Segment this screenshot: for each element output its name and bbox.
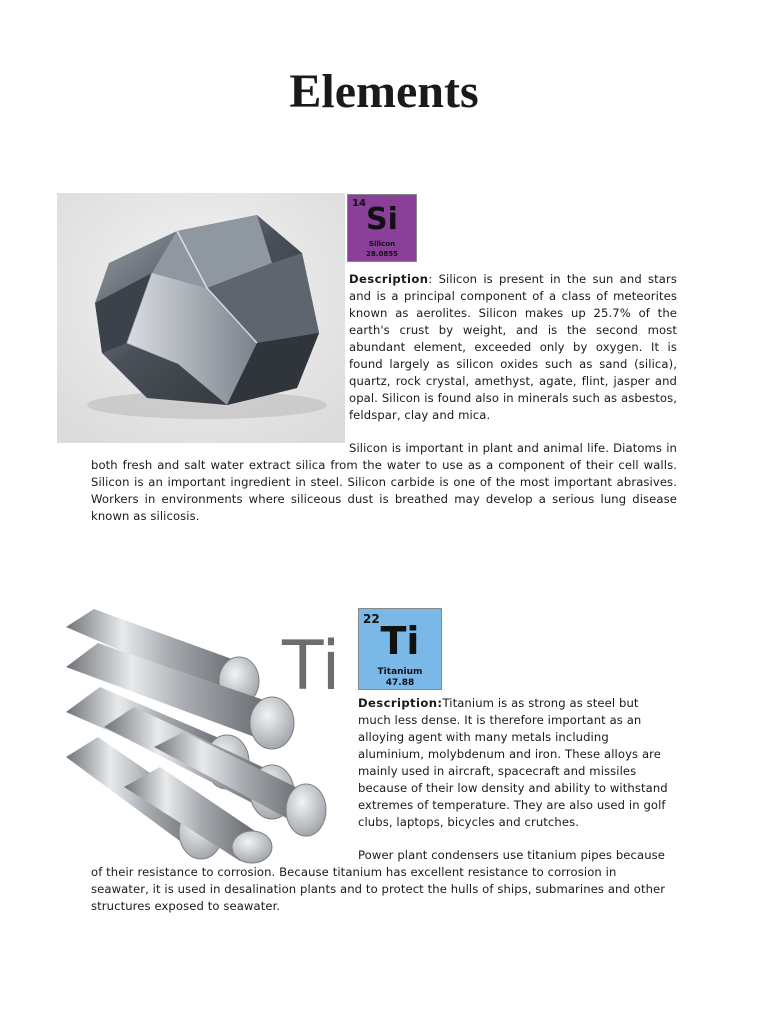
silicon-mass: 28.0855	[366, 250, 398, 258]
silicon-paragraph-text: Silicon is important in plant and animal life. Diatoms in both fresh and salt water extract silica from the water to use as a component of their cell walls. Silicon is an important ingredient in steel. Silicon carbide is one of the most important abrasives. Workers in environments where siliceous dust is breathed may develop a serious lung disease known as silicosis.	[91, 441, 677, 523]
titanium-element-tile	[358, 608, 442, 690]
titanium-paragraph	[91, 847, 677, 915]
titanium-description	[358, 695, 670, 831]
titanium-symbol: Ti	[380, 619, 420, 663]
titanium-name: Titanium	[377, 667, 423, 677]
titanium-mass: 47.88	[385, 678, 415, 688]
silicon-photo	[57, 193, 345, 443]
titanium-photo-label: Ti	[282, 627, 341, 706]
titanium-rods-image	[64, 607, 352, 865]
page-title: Elements	[289, 65, 479, 118]
silicon-paragraph	[91, 440, 677, 525]
titanium-paragraph-text: Power plant condensers use titanium pipes because of their resistance to corrosion. Because titanium has excellent resistance to corrosion in seawater, it is used in desalination plants and to protect the hulls of ships, submarines and other structures exposed to seawater.	[91, 848, 666, 913]
silicon-name: Silicon	[368, 240, 396, 248]
silicon-symbol: Si	[366, 202, 398, 237]
silicon-description-label: Description	[349, 272, 429, 286]
silicon-atomic-number: 14	[352, 198, 366, 209]
silicon-description-text: : Silicon is present in the sun and stars and is a principal component of a class of meteorites known as aerolites. Silicon makes up 25.7% of the earth's crust by weight, and is the second most abundant element, exceeded only by oxygen. It is found largely as silicon oxides such as sand (silica), quartz, rock crystal, amethyst, agate, flint, jasper and opal. Silicon is found also in minerals such as asbestos, feldspar, clay and mica.	[349, 272, 677, 422]
titanium-description-text: Titanium is as strong as steel but much less dense. It is therefore important as an alloying agent with many metals including aluminium, molybdenum and iron. These alloys are mainly used in aircraft, spacecraft and missiles because of their low density and ability to withstand extremes of temperature. They are also used in golf clubs, laptops, bicycles and crutches.	[358, 696, 668, 829]
silicon-rock-image	[57, 193, 345, 443]
titanium-photo	[64, 607, 352, 865]
silicon-element-tile	[347, 194, 417, 262]
silicon-description	[349, 271, 677, 424]
titanium-description-label: Description:	[358, 696, 443, 710]
titanium-atomic-number: 22	[363, 612, 380, 626]
